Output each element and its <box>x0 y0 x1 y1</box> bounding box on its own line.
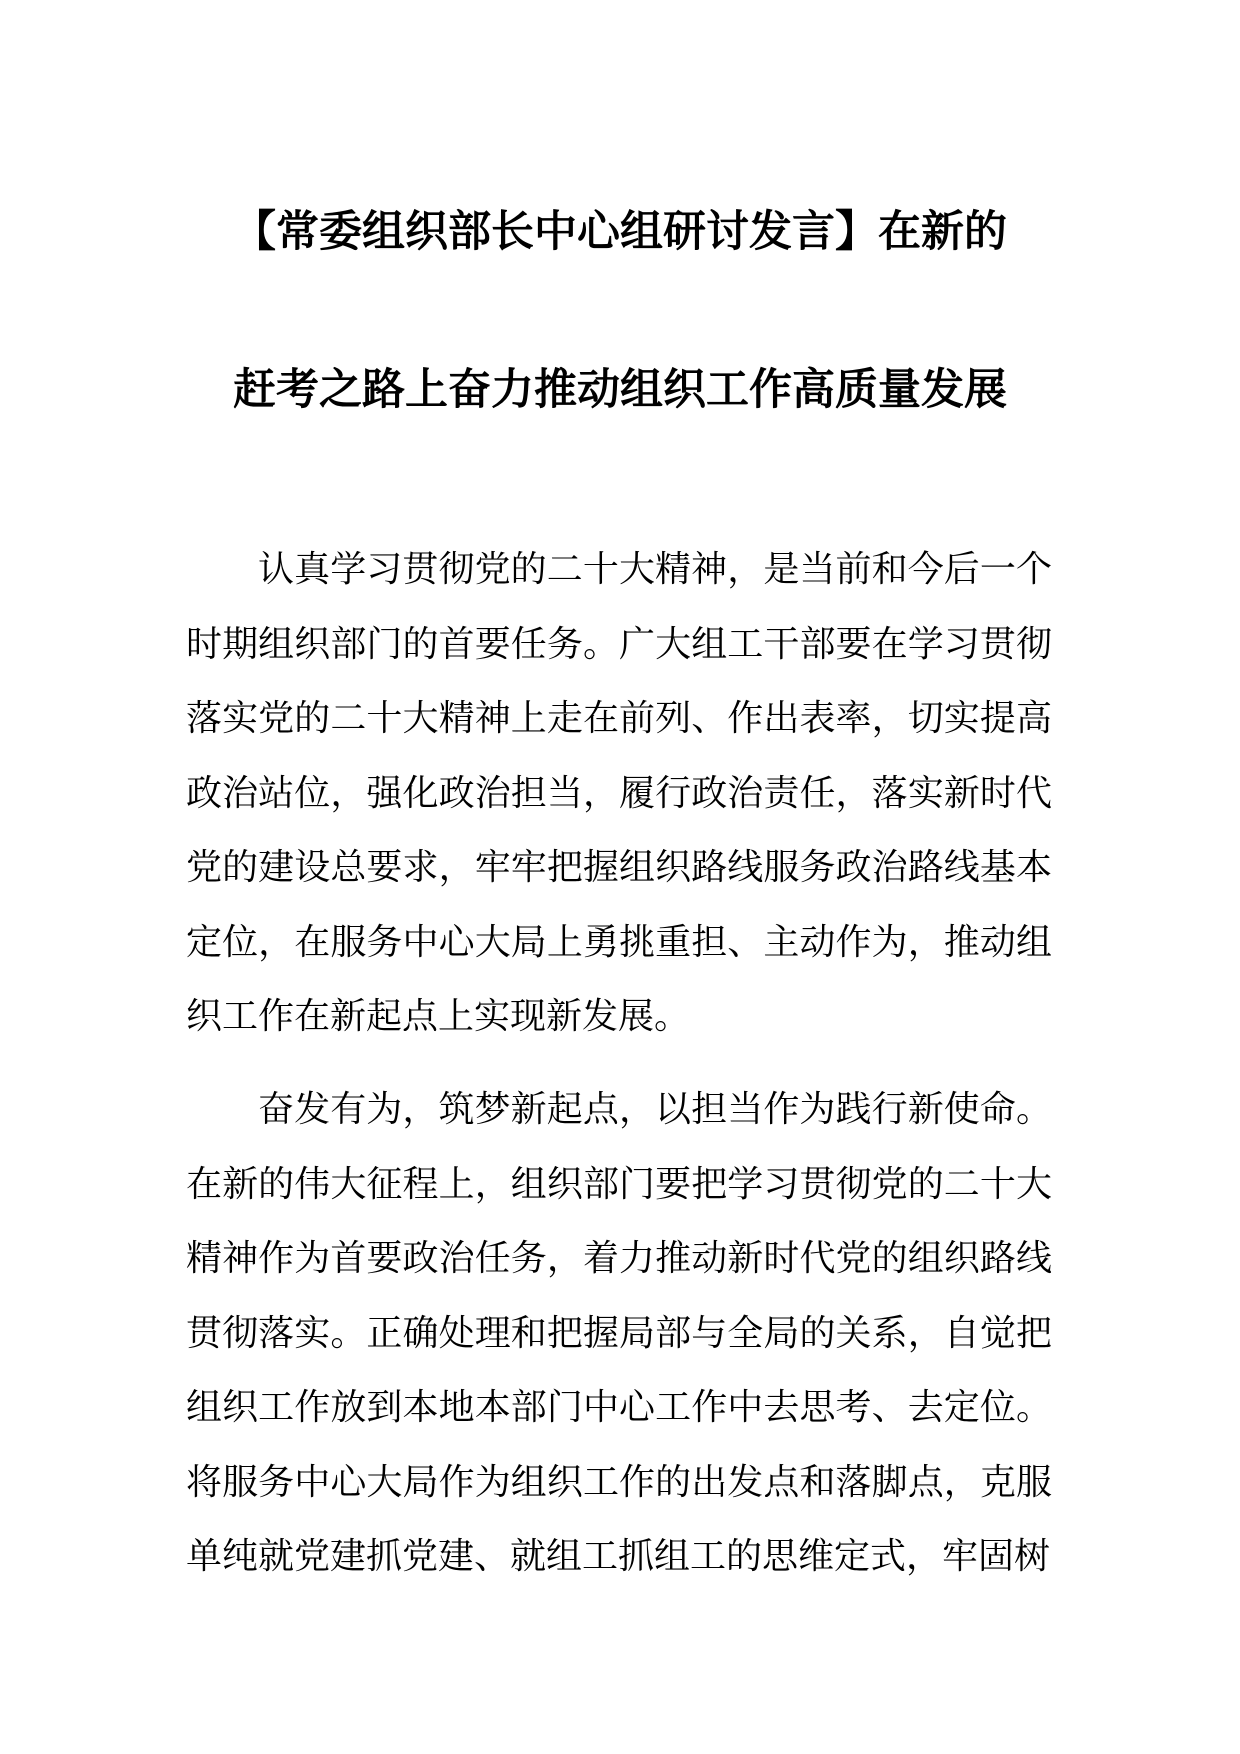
document-title-line-1: 【常委组织部长中心组研讨发言】在新的 <box>233 207 1007 257</box>
body-paragraph: 认真学习贯彻党的二十大精神，是当前和今后一个时期组织部门的首要任务。广大组工干部要在学习贯彻落实党的二十大精神上走在前列、作出表率，切实提高政治站位，强化政治担当，履行政治责任，落实新时代党的建设总要求，牢牢把握组织路线服务政治路线基本定位，在服务中心大局上勇挑重担、主动作为，推动组织工作在新起点上实现新发展。 <box>186 549 1052 1037</box>
body-paragraph: 奋发有为，筑梦新起点，以担当作为践行新使命。在新的伟大征程上，组织部门要把学习贯彻党的二十大精神作为首要政治任务，着力推动新时代党的组织路线贯彻落实。正确处理和把握局部与全局的关系，自觉把组织工作放到本地本部门中心工作中去思考、去定位。将服务中心大局作为组织工作的出发点和落脚点，克服单纯就党建抓党建、就组工抓组工的思维定式，牢固树 <box>186 1089 1052 1577</box>
document-title-line-2: 赶考之路上奋力推动组织工作高质量发展 <box>233 365 1007 415</box>
